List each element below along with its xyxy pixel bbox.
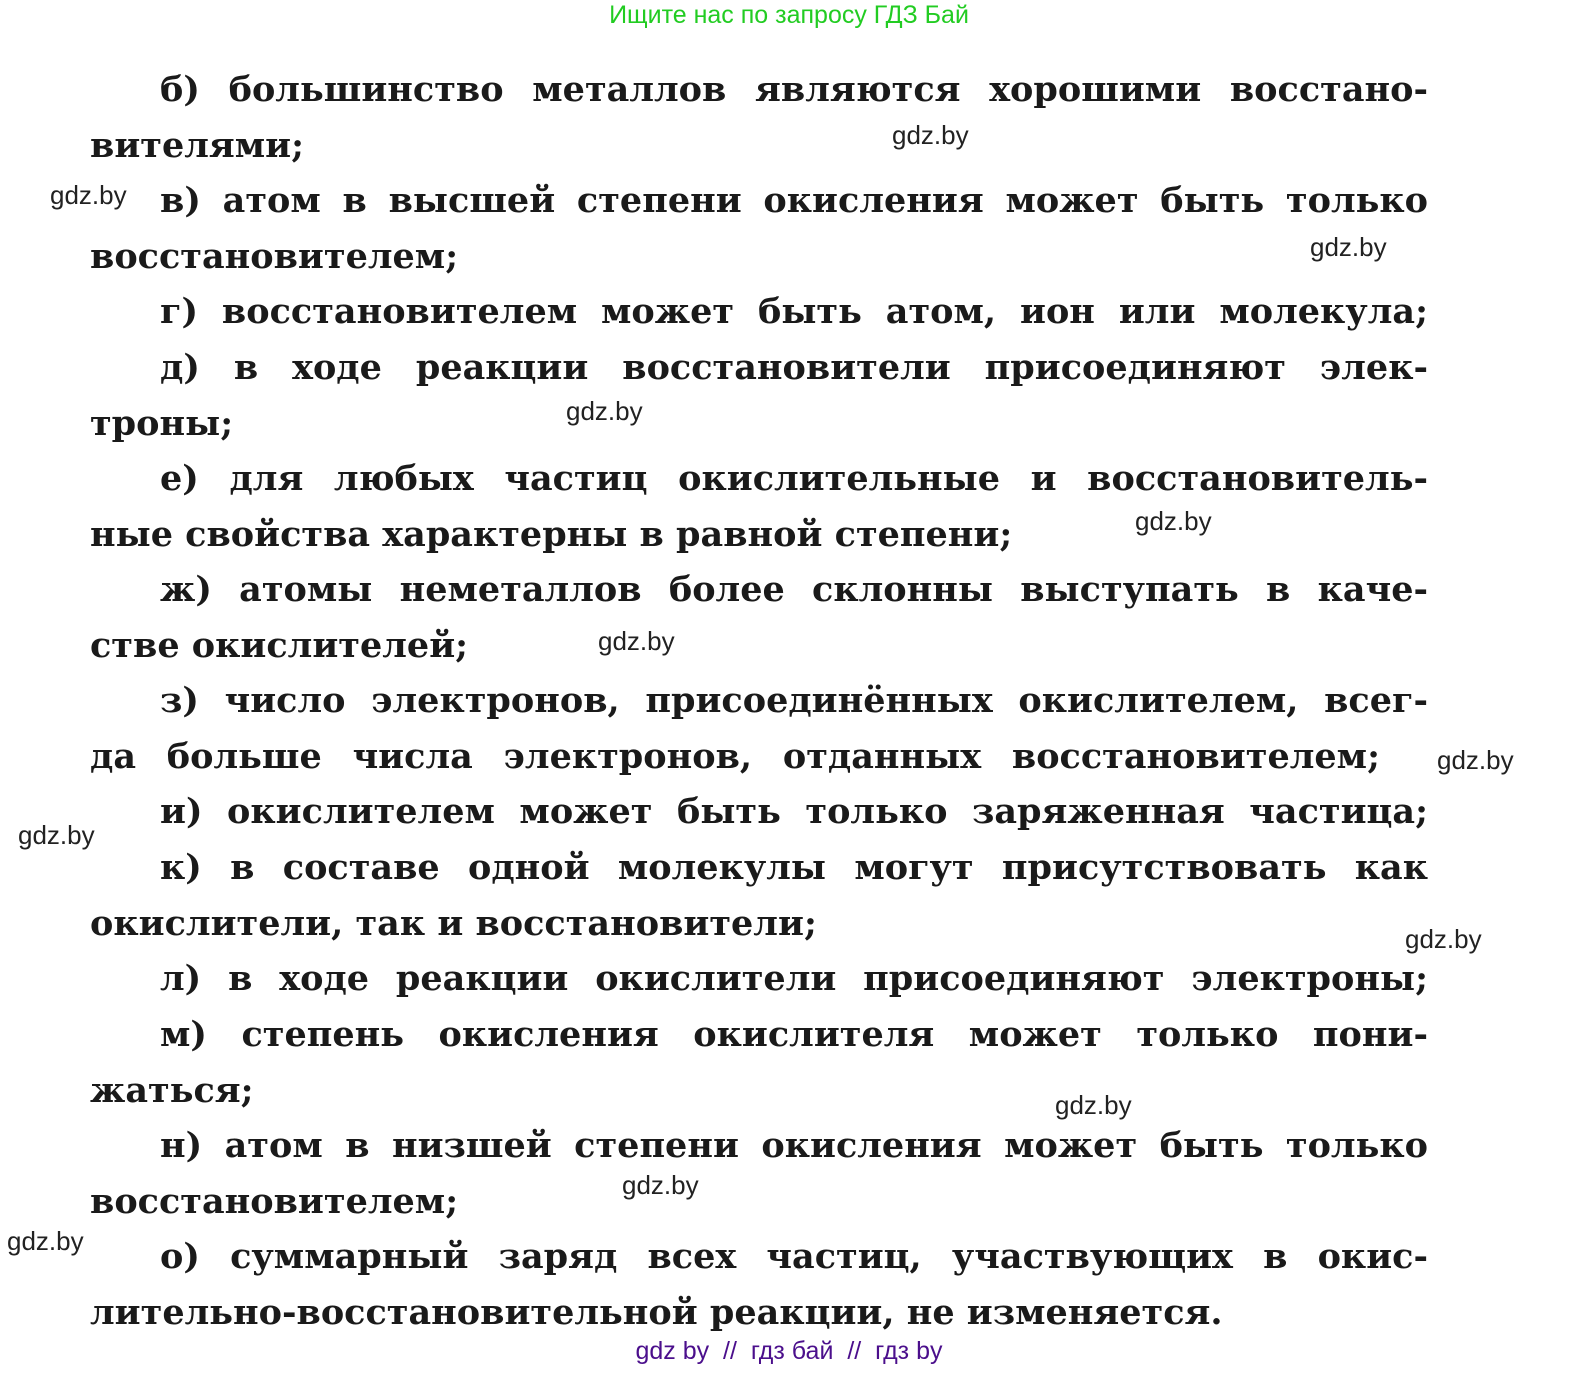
search-hint-banner: Ищите нас по запросу ГДЗ Бай <box>609 1 969 29</box>
item-k-line-1: к) в составе одной молекулы могут присутствовать как <box>160 847 1428 888</box>
watermark: gdz.by <box>1135 506 1212 536</box>
item-v-line-2: восстановителем; <box>90 236 459 277</box>
item-o-line-2: лительно-восстановительной реакции, не изменяется. <box>90 1292 1223 1333</box>
watermark: gdz.by <box>892 120 969 150</box>
footer-banner: gdz by // гдз бай // гдз by <box>635 1337 943 1365</box>
item-zh-line-2: стве окислителей; <box>90 625 469 666</box>
item-e-line-2: ные свойства характерны в равной степени; <box>90 514 1013 555</box>
item-n-line-1: н) атом в низшей степени окисления может быть только <box>160 1125 1428 1166</box>
item-z-line-2: да больше числа электронов, отданных восстановителем; <box>90 736 1380 777</box>
item-z-line-1: з) число электронов, присоединённых окислителем, всег- <box>160 680 1428 721</box>
item-b-line-1: б) большинство металлов являются хорошими восстано- <box>160 69 1428 110</box>
item-n-line-2: восстановителем; <box>90 1181 459 1222</box>
item-b-line-2: вителями; <box>90 125 305 166</box>
watermark: gdz.by <box>1055 1090 1132 1120</box>
watermark: gdz.by <box>50 180 127 210</box>
item-m-line-2: жаться; <box>90 1070 254 1111</box>
item-l-line-1: л) в ходе реакции окислители присоединяют электроны; <box>160 958 1428 999</box>
item-k-line-2: окислители, так и восстановители; <box>90 903 817 944</box>
item-i-line-1: и) окислителем может быть только заряженная частица; <box>160 791 1428 832</box>
item-o-line-1: о) суммарный заряд всех частиц, участвующих в окис- <box>160 1236 1428 1277</box>
watermark: gdz.by <box>1310 232 1387 262</box>
item-e-line-1: е) для любых частиц окислительные и восстановитель- <box>160 458 1428 499</box>
watermark: gdz.by <box>598 626 675 656</box>
watermark: gdz.by <box>18 820 95 850</box>
item-m-line-1: м) степень окисления окислителя может только пони- <box>160 1014 1428 1055</box>
watermark: gdz.by <box>622 1170 699 1200</box>
watermark: gdz.by <box>1405 924 1482 954</box>
item-g-line-1: г) восстановителем может быть атом, ион или молекула; <box>160 291 1428 332</box>
watermark: gdz.by <box>566 396 643 426</box>
item-v-line-1: в) атом в высшей степени окисления может быть только <box>160 180 1428 221</box>
item-d-line-2: троны; <box>90 403 234 444</box>
item-zh-line-1: ж) атомы неметаллов более склонны выступать в каче- <box>160 569 1428 610</box>
watermark: gdz.by <box>1437 745 1514 775</box>
item-d-line-1: д) в ходе реакции восстановители присоединяют элек- <box>160 347 1428 388</box>
watermark: gdz.by <box>7 1226 84 1256</box>
